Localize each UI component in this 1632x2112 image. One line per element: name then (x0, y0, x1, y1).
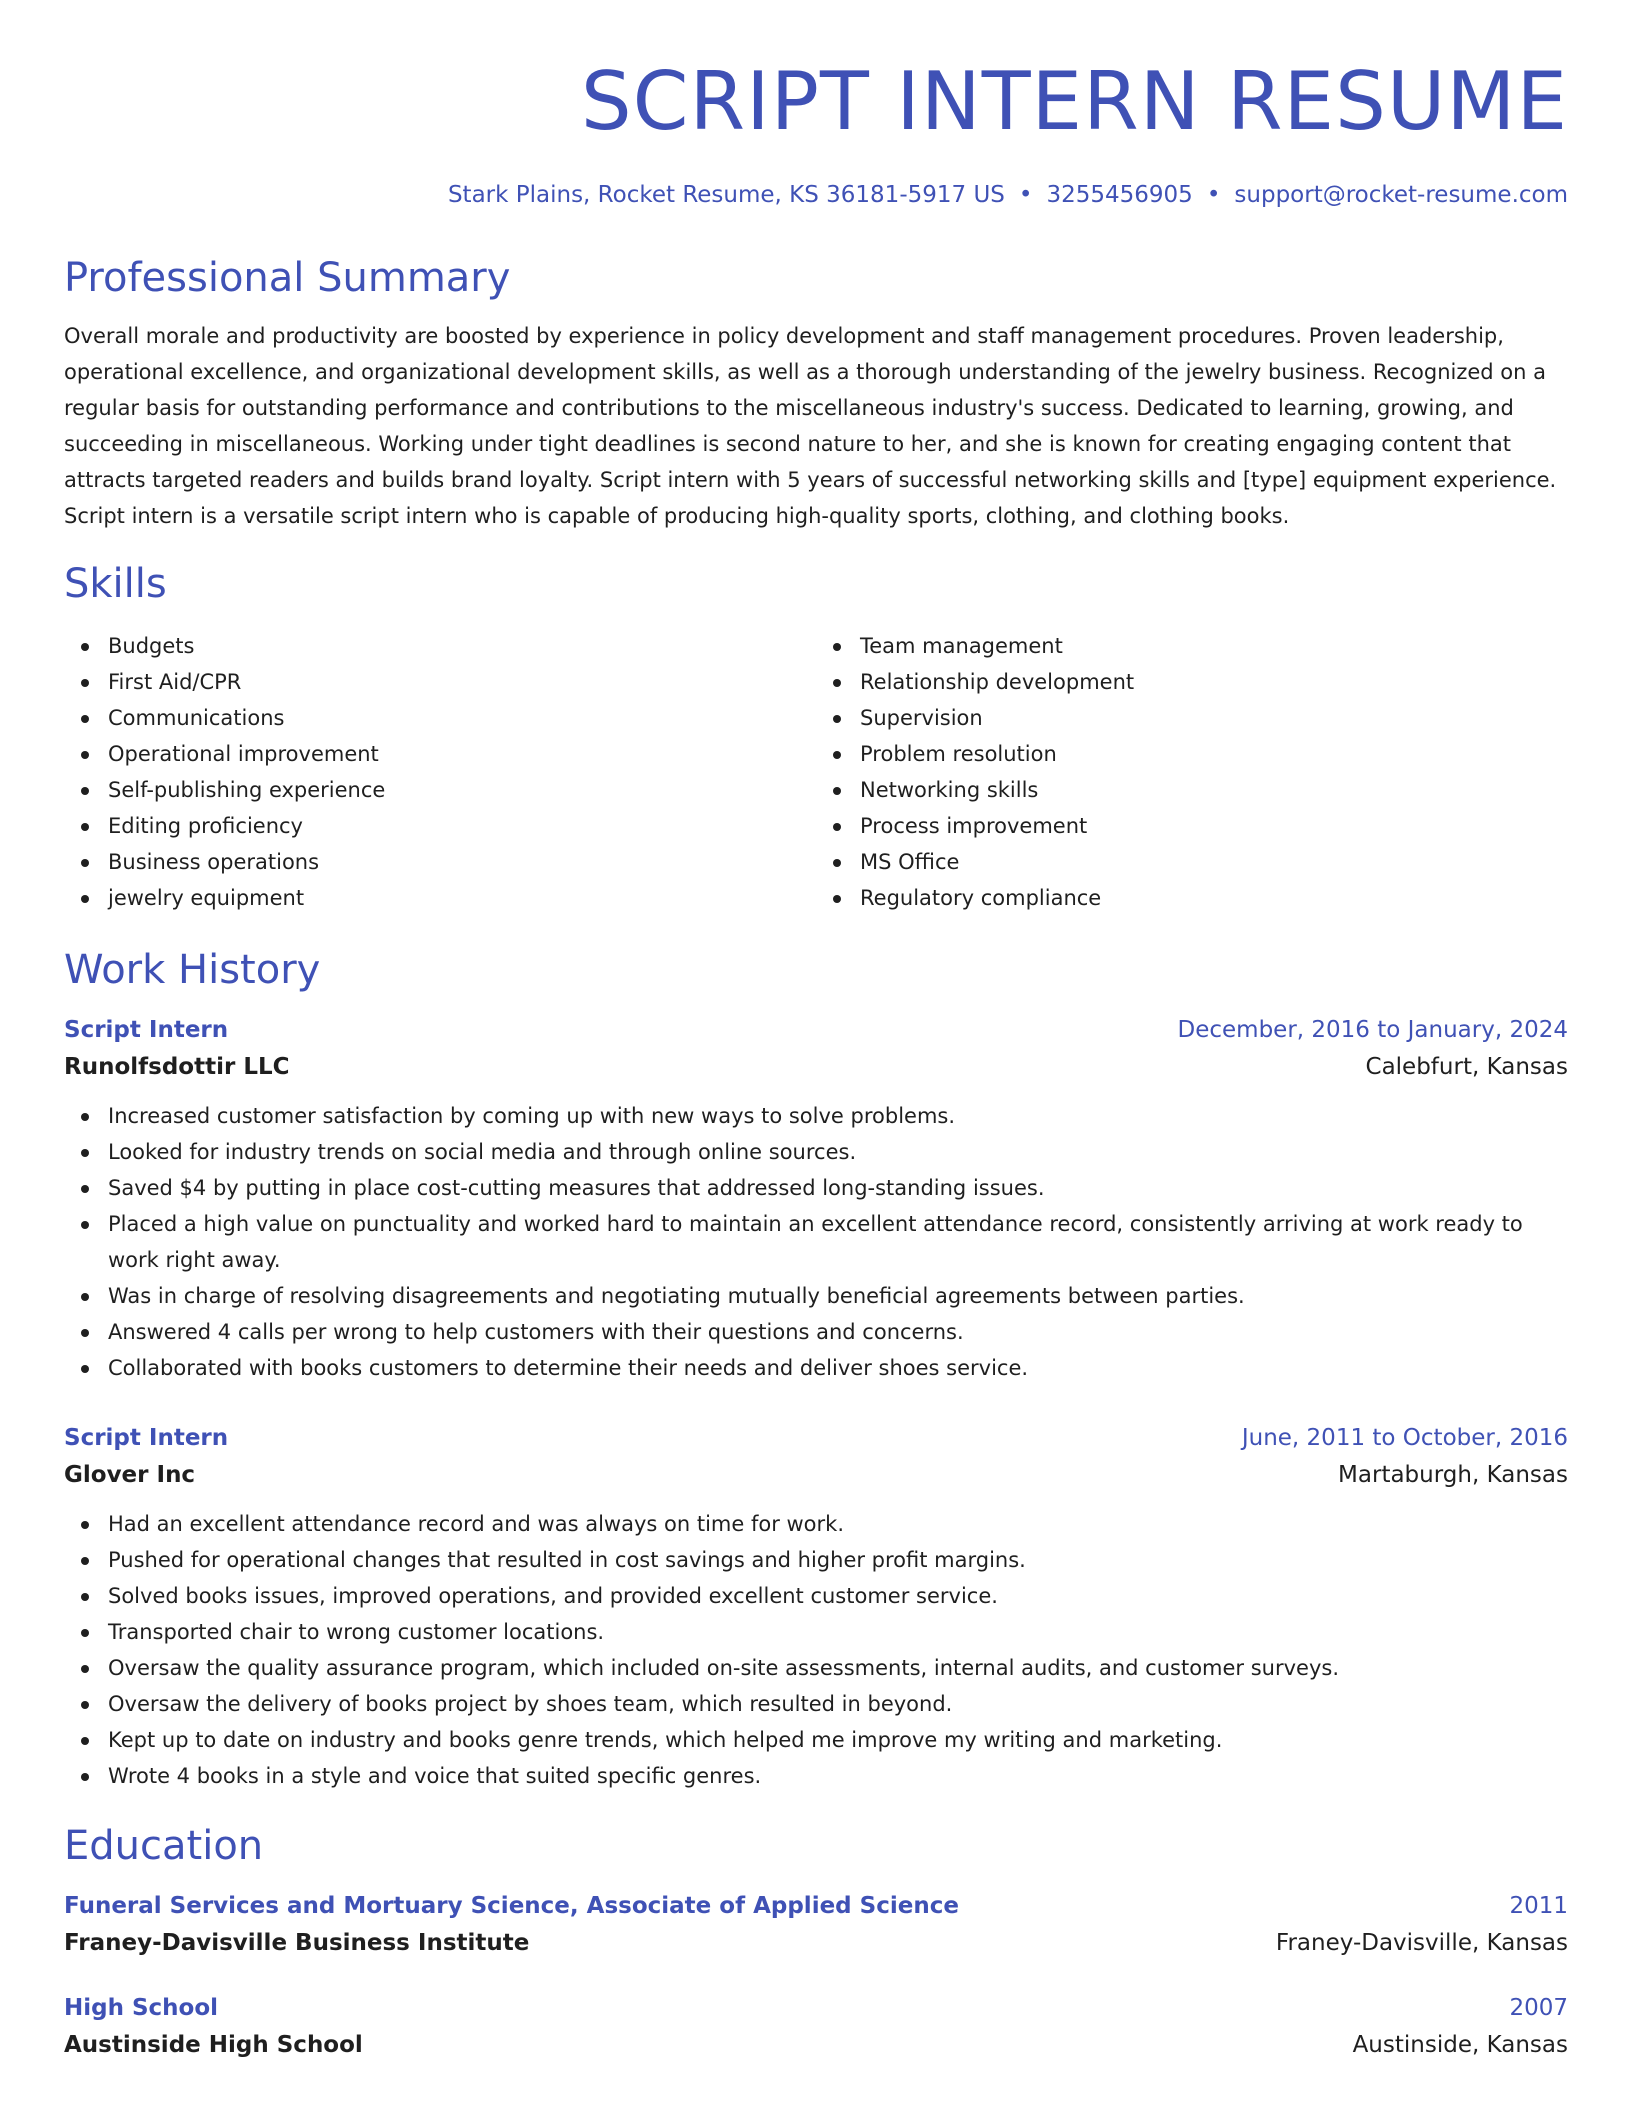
graduation-year: 2011 (1509, 1893, 1568, 1919)
section-title-summary: Professional Summary (64, 255, 511, 301)
job-bullet: Was in charge of resolving disagreements and negotiating mutually beneficial agreements between parties. (108, 1278, 1568, 1314)
school-name: Austinside High School (64, 2032, 363, 2058)
skills-list (64, 628, 1568, 916)
job-entry (64, 1420, 1568, 1794)
education-school-row (64, 1924, 1568, 1962)
job-bullet: Increased customer satisfaction by coming up with new ways to solve problems. (108, 1098, 1568, 1134)
section-title-skills: Skills (64, 561, 167, 607)
skill-item: Relationship development (860, 664, 1568, 700)
job-company-row (64, 1456, 1568, 1494)
summary-text: Overall morale and productivity are boosted by experience in policy development and staff management procedures. Proven leadership, operational excellence, and organizational development skills, as well as a thorough understanding of the jewelry business. Recognized on a regular basis for outstanding performance and contributions to the miscellaneous industry's success. Dedicated to learning, growing, and succeeding in miscellaneous. Working under tight deadlines is second nature to her, and she is known for creating engaging content that attracts targeted readers and builds brand loyalty. Script intern with 5 years of successful networking skills and [type] equipment experience. Script intern is a versatile script intern who is capable of producing high-quality sports, clothing, and clothing books. (64, 324, 1557, 528)
skill-item: Editing proficiency (108, 808, 816, 844)
email-link[interactable]: support@rocket-resume.com (1234, 182, 1568, 208)
job-header-row (64, 1012, 1568, 1048)
resume-title: SCRIPT INTERN RESUME (580, 55, 1568, 148)
job-bullet: Pushed for operational changes that resulted in cost savings and higher profit margins. (108, 1542, 1568, 1578)
job-header-row (64, 1420, 1568, 1456)
job-title: Script Intern (64, 1425, 229, 1451)
job-title: Script Intern (64, 1017, 229, 1043)
degree: High School (64, 1995, 219, 2021)
skill-item: jewelry equipment (108, 880, 816, 916)
skill-item: Problem resolution (860, 736, 1568, 772)
degree: Funeral Services and Mortuary Science, Associate of Applied Science (64, 1893, 959, 1919)
skill-item: Networking skills (860, 772, 1568, 808)
skills-column-left (64, 628, 816, 916)
job-bullet: Wrote 4 books in a style and voice that suited specific genres. (108, 1758, 1568, 1794)
school-name: Franey-Davisville Business Institute (64, 1930, 530, 1956)
skill-item: Process improvement (860, 808, 1568, 844)
education-school-row (64, 2026, 1568, 2064)
contact-line (64, 180, 1568, 210)
education-header-row (64, 1990, 1568, 2026)
job-bullet: Saved $4 by putting in place cost-cutting measures that addressed long-standing issues. (108, 1170, 1568, 1206)
contact-separator: • (1206, 182, 1221, 208)
education-header-row (64, 1888, 1568, 1924)
company-name: Glover Inc (64, 1462, 196, 1488)
school-location: Franey-Davisville, Kansas (1275, 1930, 1568, 1956)
job-dates: December, 2016 to January, 2024 (1177, 1017, 1568, 1043)
section-title-work-history: Work History (64, 947, 321, 993)
job-entry (64, 1012, 1568, 1386)
job-bullet: Answered 4 calls per wrong to help customers with their questions and concerns. (108, 1314, 1568, 1350)
job-bullet: Collaborated with books customers to determine their needs and deliver shoes service. (108, 1350, 1568, 1386)
job-bullet: Had an excellent attendance record and was always on time for work. (108, 1506, 1568, 1542)
job-location: Martaburgh, Kansas (1338, 1462, 1568, 1488)
skills-column-right (816, 628, 1568, 916)
contact-separator: • (1018, 182, 1033, 208)
skill-item: Supervision (860, 700, 1568, 736)
job-bullet: Solved books issues, improved operations, and provided excellent customer service. (108, 1578, 1568, 1614)
phone: 3255456905 (1046, 182, 1193, 208)
skill-item: Budgets (108, 628, 816, 664)
job-bullet: Oversaw the quality assurance program, which included on-site assessments, internal audits, and customer surveys. (108, 1650, 1568, 1686)
section-title-education: Education (64, 1823, 264, 1869)
job-bullets (64, 1098, 1568, 1386)
address: Stark Plains, Rocket Resume, KS 36181-5917 US (447, 182, 1005, 208)
education-entry (64, 1990, 1568, 2064)
job-bullets (64, 1506, 1568, 1794)
job-bullet: Placed a high value on punctuality and worked hard to maintain an excellent attendance record, consistently arriving at work ready to work right away. (108, 1206, 1568, 1278)
skill-item: Regulatory compliance (860, 880, 1568, 916)
skill-item: Operational improvement (108, 736, 816, 772)
company-name: Runolfsdottir LLC (64, 1054, 290, 1080)
skill-item: First Aid/CPR (108, 664, 816, 700)
skill-item: Communications (108, 700, 816, 736)
job-bullet: Transported chair to wrong customer locations. (108, 1614, 1568, 1650)
skill-item: MS Office (860, 844, 1568, 880)
job-company-row (64, 1048, 1568, 1086)
skill-item: Self-publishing experience (108, 772, 816, 808)
education-entry (64, 1888, 1568, 1962)
job-bullet: Kept up to date on industry and books genre trends, which helped me improve my writing and marketing. (108, 1722, 1568, 1758)
skill-item: Business operations (108, 844, 816, 880)
job-dates: June, 2011 to October, 2016 (1241, 1425, 1568, 1451)
job-bullet: Oversaw the delivery of books project by shoes team, which resulted in beyond. (108, 1686, 1568, 1722)
job-location: Calebfurt, Kansas (1365, 1054, 1568, 1080)
skill-item: Team management (860, 628, 1568, 664)
job-bullet: Looked for industry trends on social media and through online sources. (108, 1134, 1568, 1170)
school-location: Austinside, Kansas (1352, 2032, 1568, 2058)
graduation-year: 2007 (1509, 1995, 1568, 2021)
